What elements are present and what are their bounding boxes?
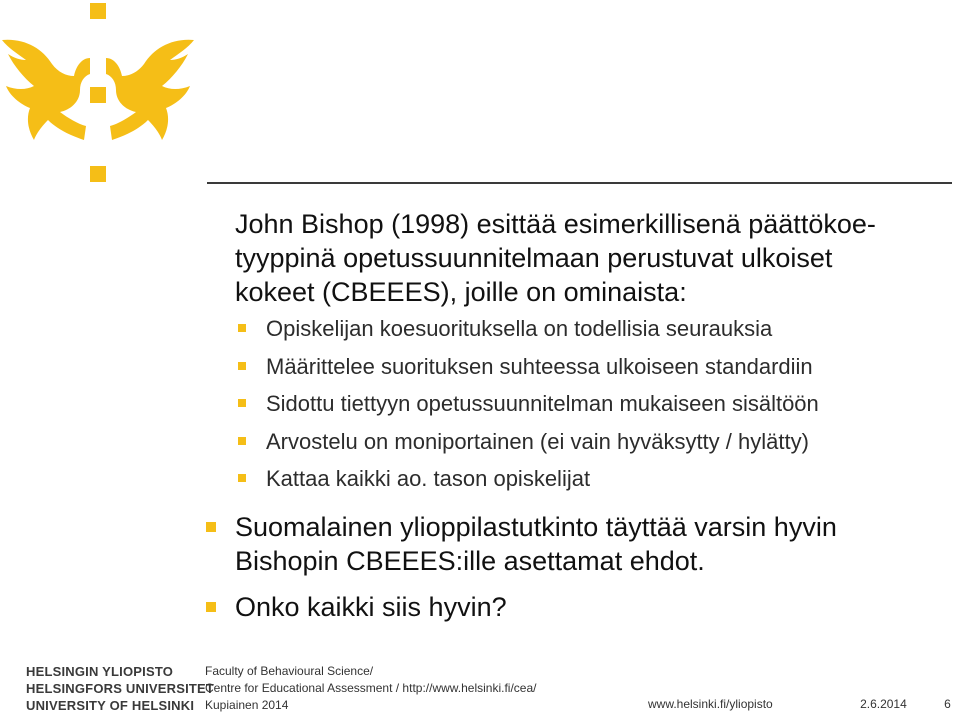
criteria-item [206,385,946,423]
square-bullet-icon [238,362,246,370]
criteria-item-text: Kattaa kaikki ao. tason opiskelijat [266,466,591,491]
intro-paragraph [206,207,946,309]
slide-content [206,207,946,624]
faculty-line: Faculty of Behavioural Science/ [205,664,374,678]
square-bullet-icon [238,324,246,332]
header-rule [207,182,952,184]
square-bullet-icon [206,522,216,532]
intro-line: John Bishop (1998) esittää esimerkillisenä päättökoe- [235,209,876,239]
square-bullet-icon [238,437,246,445]
question-text: Onko kaikki siis hyvin? [235,591,507,622]
footer-website: www.helsinki.fi/yliopisto [648,697,773,711]
page-number: 6 [944,697,951,711]
finnish-matriculation-point [206,510,946,578]
intro-line: kokeet (CBEEES), joille on ominaista: [235,277,687,307]
square-bullet-icon [206,602,216,612]
criteria-item-text: Arvostelu on moniportainen (ei vain hyväksytty / hylätty) [266,428,809,454]
university-name-fi: HELSINGIN YLIOPISTO [26,664,174,679]
question-point [206,590,946,624]
square-bullet-icon [238,399,246,407]
faculty-info [205,663,537,714]
criteria-item-text: Määrittelee suorituksen suhteessa ulkoiseen standardiin [266,353,813,379]
criteria-item-text: Sidottu tiettyyn opetussuunnitelman mukaiseen sisältöön [266,391,819,416]
criteria-item [206,423,946,461]
university-name-en: UNIVERSITY OF HELSINKI [26,698,195,713]
faculty-line: Kupiainen 2014 [205,698,289,712]
square-bullet-icon [238,474,246,482]
university-name-block [26,663,214,714]
criteria-list [206,310,946,498]
point-line: Suomalainen ylioppilastutkinto täyttää varsin hyvin [235,511,837,542]
faculty-line: Centre for Educational Assessment / http://www.helsinki.fi/cea/ [205,681,537,695]
point-line: Bishopin CBEEES:ille asettamat ehdot. [235,545,705,576]
footer-date: 2.6.2014 [860,697,907,711]
criteria-item [206,460,946,498]
footer-meta [648,697,951,711]
criteria-item [206,310,946,348]
criteria-item-text: Opiskelijan koesuorituksella on todellisia seurauksia [266,316,773,341]
university-name-sv: HELSINGFORS UNIVERSITET [26,681,215,696]
criteria-item [206,348,946,386]
helsinki-flame-logo-icon [0,0,200,190]
intro-line: tyyppinä opetussuunnitelmaan perustuvat ulkoiset [235,243,833,273]
